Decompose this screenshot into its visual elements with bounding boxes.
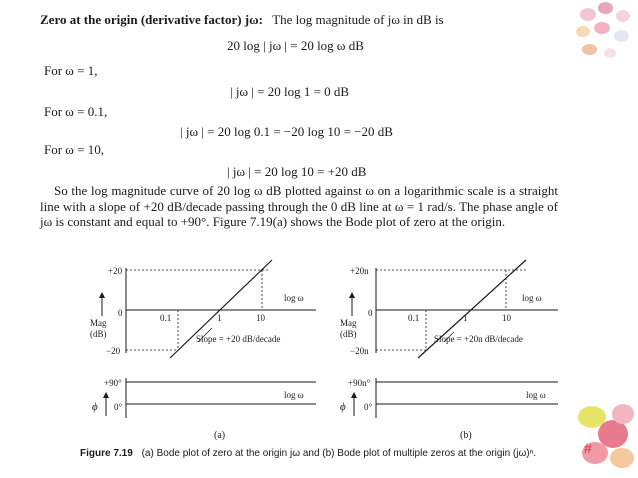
a-db-label: (dB) xyxy=(90,329,107,339)
a-phase-axis-label: log ω xyxy=(284,390,304,400)
a-x-tick-1: 1 xyxy=(217,313,222,323)
explanation-text: So the log magnitude curve of 20 log ω dB plotted against ω on a logarithmic scale is a straight line with a slope of +20 dB/decade passing through the 0 dB line at ω = 1 rad/s. The phase angle of jω is constant and equal to +90°. Figure 7.19(a) shows the Bode plot of zero at the origin. xyxy=(40,183,558,229)
caption-text: (a) Bode plot of zero at the origin jω and (b) Bode plot of multiple zeros at the origin (jω)ⁿ. xyxy=(141,448,537,459)
a-mag-arrowhead xyxy=(99,292,105,298)
a-phase-zero: 0° xyxy=(114,402,123,412)
explanation-paragraph xyxy=(40,183,558,230)
b-mag-arrowhead xyxy=(349,292,355,298)
b-y-bottom-label: −20n xyxy=(350,346,369,356)
bode-plot-b xyxy=(330,258,570,428)
caption-label: Figure 7.19 xyxy=(80,448,133,459)
case3-equation: | jω | = 20 log 10 = +20 dB xyxy=(227,164,367,179)
b-phase-axis-label: log ω xyxy=(526,390,546,400)
a-slope-label: Slope = +20 dB/decade xyxy=(196,334,281,344)
a-mag-label: Mag xyxy=(90,318,107,328)
bode-plot-a xyxy=(80,258,330,428)
a-phi-label: ϕ xyxy=(92,401,98,413)
a-x-tick-2: 10 xyxy=(256,313,265,323)
b-y-zero-label: 0 xyxy=(368,308,373,318)
b-phase-zero: 0° xyxy=(364,402,373,412)
b-y-top-label: +20n xyxy=(350,266,369,276)
case2-label: For ω = 0.1, xyxy=(44,104,108,119)
a-phase-arrowhead xyxy=(103,392,109,398)
b-x-tick-1: 1 xyxy=(463,313,468,323)
b-slope-label: Slope = +20n dB/decade xyxy=(434,334,523,344)
corner-mark: # xyxy=(584,440,592,456)
a-y-bottom-label: −20 xyxy=(106,346,121,356)
case1-equation: | jω | = 20 log 1 = 0 dB xyxy=(230,84,350,99)
subfigure-a-label: (a) xyxy=(214,430,226,441)
decorative-candy-image-bottom xyxy=(572,398,638,478)
b-x-tick-2: 10 xyxy=(502,313,511,323)
b-phase-value: +90n° xyxy=(348,378,371,388)
heading-bold: Zero at the origin (derivative factor) jω: xyxy=(40,12,263,27)
case2-equation: | jω | = 20 log 0.1 = −20 log 10 = −20 dB xyxy=(180,124,393,139)
heading-rest: The log magnitude of jω in dB is xyxy=(272,12,444,27)
a-y-zero-label: 0 xyxy=(118,308,123,318)
a-x-axis-label: log ω xyxy=(284,293,304,303)
a-y-top-label: +20 xyxy=(108,266,123,276)
equation-main: 20 log | jω | = 20 log ω dB xyxy=(227,38,364,53)
b-x-axis-label: log ω xyxy=(522,293,542,303)
b-phase-arrowhead xyxy=(351,392,357,398)
case3-label: For ω = 10, xyxy=(44,142,104,157)
b-x-tick-0: 0.1 xyxy=(408,313,420,323)
decorative-candy-image-top xyxy=(568,0,638,90)
case1-label: For ω = 1, xyxy=(44,63,98,78)
subfigure-b-label: (b) xyxy=(460,430,472,441)
a-phase-value: +90° xyxy=(104,378,122,388)
b-db-label: (dB) xyxy=(340,329,357,339)
section-heading xyxy=(40,12,444,27)
b-mag-label: Mag xyxy=(340,318,357,328)
figure-caption xyxy=(80,448,536,459)
b-phi-label: ϕ xyxy=(340,401,346,413)
a-x-tick-0: 0.1 xyxy=(160,313,172,323)
